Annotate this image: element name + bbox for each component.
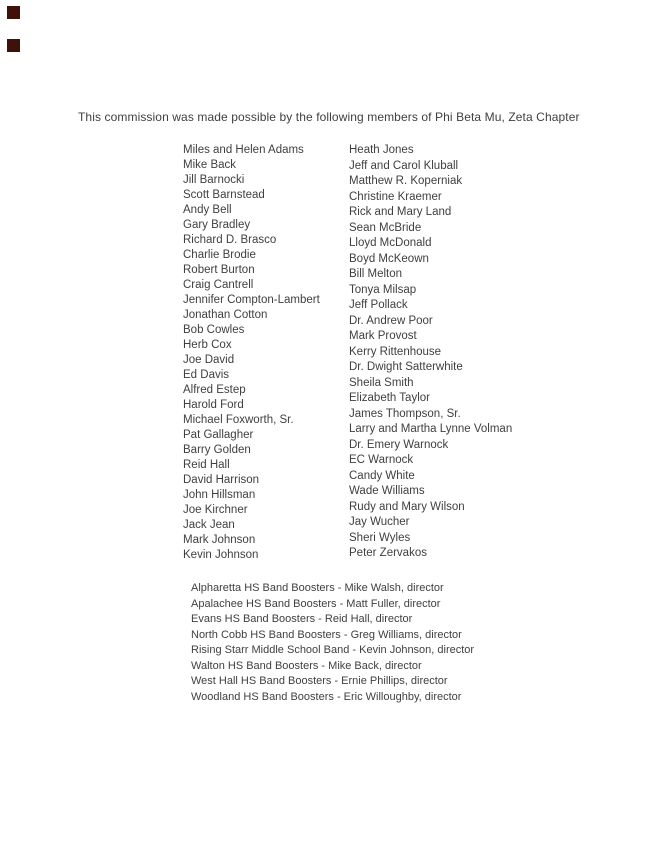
member-name: Harold Ford <box>183 399 244 411</box>
booster-line: Alpharetta HS Band Boosters - Mike Walsh, director <box>191 582 444 594</box>
member-name: Jack Jean <box>183 519 235 531</box>
member-name: Mike Back <box>183 159 237 171</box>
member-name: Gary Bradley <box>183 219 251 231</box>
member-name: Mark Provost <box>349 330 417 342</box>
member-name: Jeff and Carol Kluball <box>349 159 459 172</box>
booster-line: Walton HS Band Boosters - Mike Back, director <box>191 659 422 672</box>
member-name: David Harrison <box>183 474 260 486</box>
member-name: Barry Golden <box>183 444 251 456</box>
member-name: Mark Johnson <box>183 534 256 546</box>
member-name: Christine Kraemer <box>349 190 442 203</box>
member-name: Miles and Helen Adams <box>183 144 304 156</box>
booster-line: Woodland HS Band Boosters - Eric Willoughby, director <box>191 690 462 703</box>
booster-line: Rising Starr Middle School Band - Kevin Johnson, director <box>191 644 475 656</box>
member-name: Joe Kirchner <box>183 504 248 516</box>
member-name: Jonathan Cotton <box>183 309 268 321</box>
member-name: Jeff Pollack <box>349 299 408 311</box>
member-name: Boyd McKeown <box>349 252 429 265</box>
member-name: Richard D. Brasco <box>183 234 277 246</box>
member-name: Sheri Wyles <box>349 531 411 544</box>
member-name: Sean McBride <box>349 221 422 234</box>
member-name: Jay Wucher <box>349 516 410 528</box>
member-name: Rudy and Mary Wilson <box>349 500 465 513</box>
corner-artifact-square-top <box>7 6 20 19</box>
member-name: Peter Zervakos <box>349 547 427 559</box>
booster-line: Apalachee HS Band Boosters - Matt Fuller, director <box>191 597 441 610</box>
member-name: Reid Hall <box>183 459 230 471</box>
member-name: Kerry Rittenhouse <box>349 345 442 358</box>
boosters-list <box>191 581 474 705</box>
member-name: Bob Cowles <box>183 324 245 336</box>
member-name: Matthew R. Koperniak <box>349 175 463 187</box>
members-column-right <box>349 143 512 562</box>
member-name: Dr. Andrew Poor <box>349 314 433 327</box>
member-name: Craig Cantrell <box>183 279 254 291</box>
booster-line: West Hall HS Band Boosters - Ernie Phillips, director <box>191 675 448 687</box>
member-name: Charlie Brodie <box>183 249 256 261</box>
member-name: Andy Bell <box>183 204 232 216</box>
member-name: Sheila Smith <box>349 376 414 389</box>
member-name: Jill Barnocki <box>183 174 245 186</box>
member-name: Kevin Johnson <box>183 549 259 561</box>
member-name: Dr. Dwight Satterwhite <box>349 361 463 373</box>
member-name: Lloyd McDonald <box>349 237 432 249</box>
member-name: Tonya Milsap <box>349 283 417 296</box>
booster-line: Evans HS Band Boosters - Reid Hall, director <box>191 613 413 625</box>
member-name: Elizabeth Taylor <box>349 392 430 404</box>
member-name: EC Warnock <box>349 454 414 466</box>
member-name: Herb Cox <box>183 339 232 351</box>
member-name: Jennifer Compton-Lambert <box>183 294 320 306</box>
member-name: Alfred Estep <box>183 384 246 396</box>
member-name: John Hillsman <box>183 489 256 501</box>
member-name: Ed Davis <box>183 369 230 381</box>
members-column-left <box>183 143 320 563</box>
member-name: Bill Melton <box>349 268 403 280</box>
corner-artifact-square-bottom <box>7 39 20 52</box>
member-name: Heath Jones <box>349 144 414 156</box>
member-name: Pat Gallagher <box>183 429 254 441</box>
member-name: Robert Burton <box>183 264 255 276</box>
member-name: Rick and Mary Land <box>349 206 452 218</box>
member-name: James Thompson, Sr. <box>349 407 461 420</box>
member-name: Scott Barnstead <box>183 189 265 201</box>
member-name: Michael Foxworth, Sr. <box>183 414 294 426</box>
member-name: Larry and Martha Lynne Volman <box>349 423 513 435</box>
acknowledgment-heading: This commission was made possible by the following members of Phi Beta Mu, Zeta Chapter <box>78 110 580 124</box>
member-name: Wade Williams <box>349 485 425 497</box>
member-name: Dr. Emery Warnock <box>349 438 449 451</box>
booster-line: North Cobb HS Band Boosters - Greg Williams, director <box>191 628 462 641</box>
member-name: Candy White <box>349 469 415 482</box>
member-name: Joe David <box>183 354 235 366</box>
